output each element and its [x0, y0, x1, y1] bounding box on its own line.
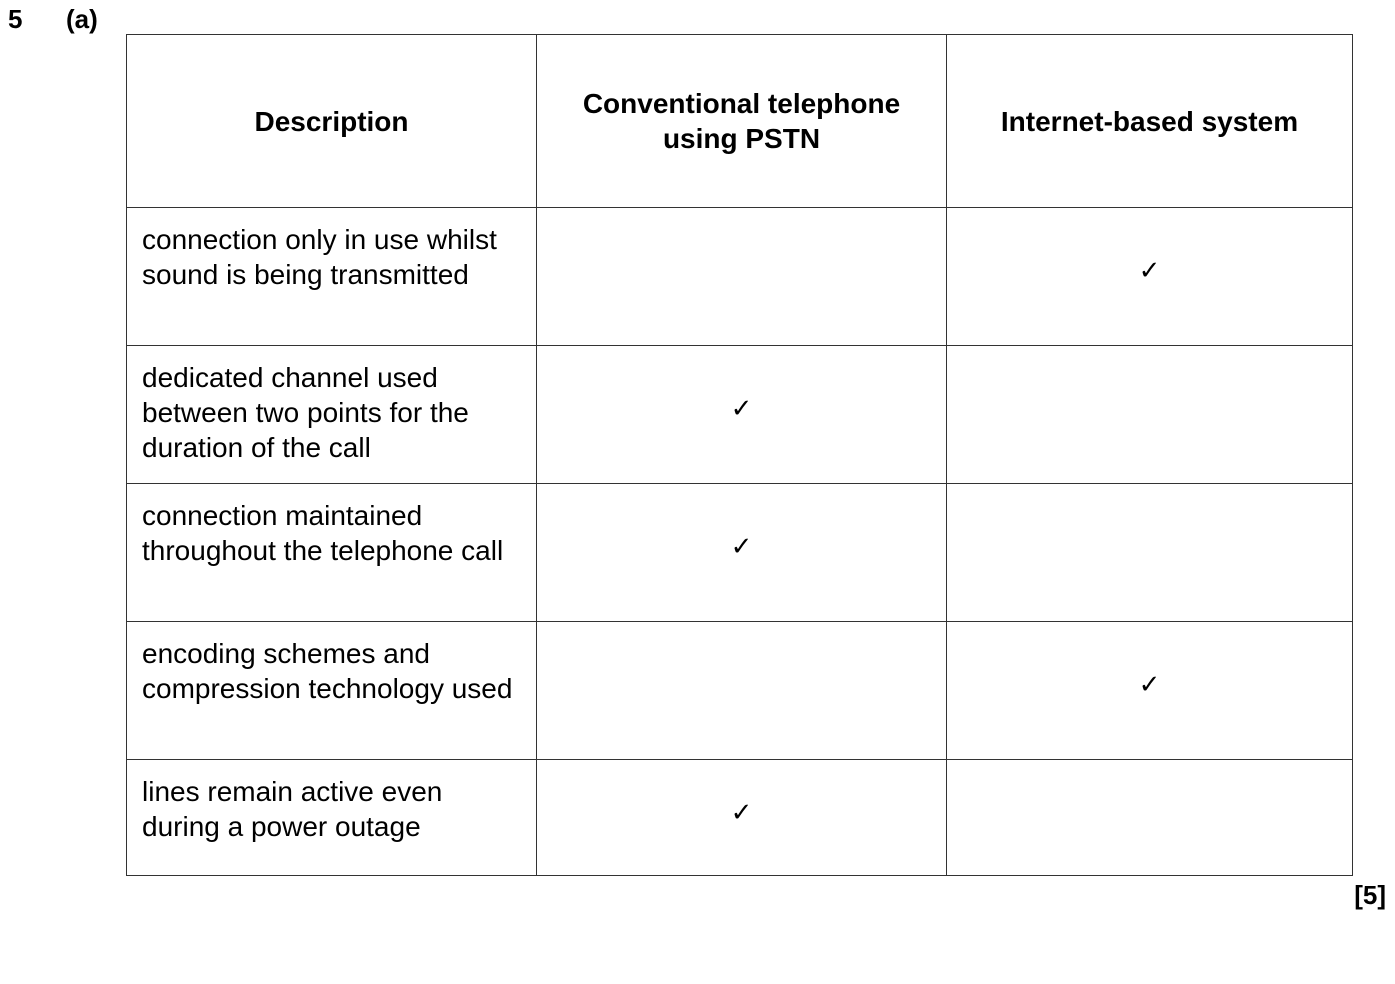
row-description: dedicated channel used between two points for the duration of the call — [127, 346, 537, 484]
pstn-tick-cell — [537, 622, 947, 760]
header-row — [127, 35, 1353, 208]
pstn-tick-cell: ✓ — [537, 484, 947, 622]
internet-tick-cell: ✓ — [947, 208, 1353, 346]
row-description: connection maintained throughout the telephone call — [127, 484, 537, 622]
header-pstn-text: Conventional telephone using PSTN — [582, 88, 901, 154]
marks-total: [5] — [1354, 880, 1386, 910]
header-pstn — [537, 35, 947, 208]
internet-tick-cell — [947, 484, 1353, 622]
table-row — [127, 484, 1353, 622]
answer-table — [126, 34, 1353, 876]
table-row — [127, 208, 1353, 346]
internet-tick-cell — [947, 760, 1353, 876]
table-row — [127, 346, 1353, 484]
question-number: 5 — [8, 4, 23, 34]
table-row — [127, 760, 1353, 876]
internet-tick-cell: ✓ — [947, 622, 1353, 760]
row-description: connection only in use whilst sound is being transmitted — [127, 208, 537, 346]
internet-tick-cell — [947, 346, 1353, 484]
header-description: Description — [127, 35, 537, 208]
pstn-tick-cell: ✓ — [537, 346, 947, 484]
question-part: (a) — [66, 4, 98, 34]
table-row — [127, 622, 1353, 760]
row-description: encoding schemes and compression technology used — [127, 622, 537, 760]
header-internet: Internet-based system — [947, 35, 1353, 208]
pstn-tick-cell: ✓ — [537, 760, 947, 876]
pstn-tick-cell — [537, 208, 947, 346]
row-description: lines remain active even during a power outage — [127, 760, 537, 876]
